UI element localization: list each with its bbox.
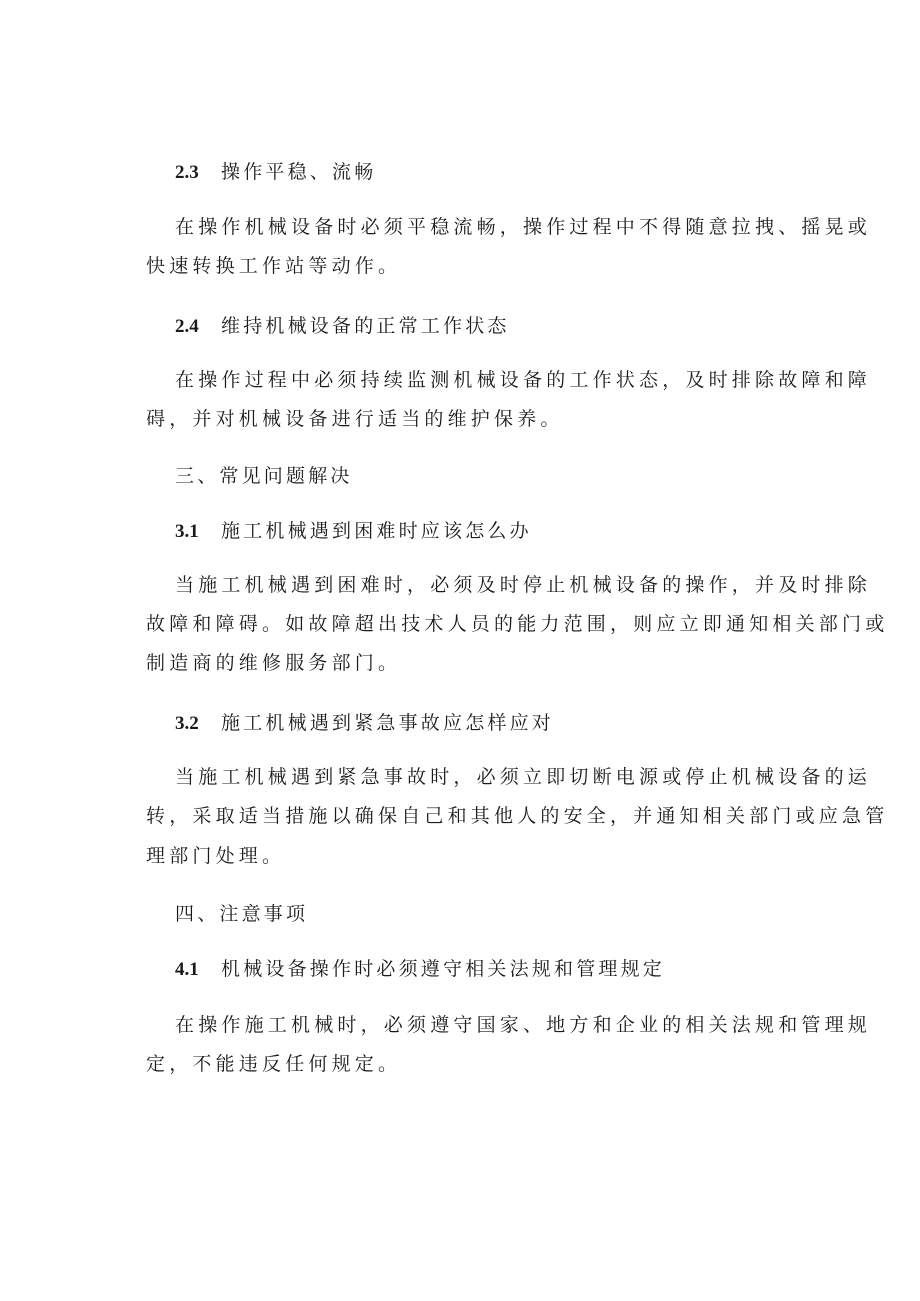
paragraph-line: 定，不能违反任何规定。: [146, 1053, 402, 1075]
subheading-2-4: [175, 313, 510, 340]
paragraph-line: 碍，并对机械设备进行适当的维护保养。: [146, 408, 564, 430]
heading-4: 四、注意事项: [175, 903, 309, 925]
section-number: 2.3: [175, 162, 199, 183]
paragraph-line: 故障和障碍。如故障超出技术人员的能力范围，则应立即通知相关部门或: [146, 613, 889, 635]
paragraph-line: 当施工机械遇到紧急事故时，必须立即切断电源或停止机械设备的运: [175, 766, 872, 788]
paragraph-line: 在操作机械设备时必须平稳流畅，操作过程中不得随意拉拽、摇晃或: [175, 216, 872, 238]
heading-3: 三、常见问题解决: [175, 465, 353, 487]
section-number: 2.4: [175, 316, 199, 337]
section-number: 4.1: [175, 959, 199, 980]
paragraph-line: 在操作过程中必须持续监测机械设备的工作状态，及时排除故障和障: [175, 369, 872, 391]
subheading-2-3: [175, 159, 376, 186]
section-title: 操作平稳、流畅: [221, 161, 377, 183]
subheading-3-1: [175, 518, 532, 545]
paragraph-line: 制造商的维修服务部门。: [146, 652, 402, 674]
paragraph-line: 转，采取适当措施以确保自己和其他人的安全，并通知相关部门或应急管: [146, 805, 889, 827]
section-title: 施工机械遇到困难时应该怎么办: [221, 520, 532, 542]
paragraph-line: 当施工机械遇到困难时，必须及时停止机械设备的操作，并及时排除: [175, 574, 872, 596]
section-title: 维持机械设备的正常工作状态: [221, 315, 510, 337]
subheading-3-2: [175, 710, 554, 737]
subheading-4-1: [175, 956, 665, 983]
section-number: 3.1: [175, 521, 199, 542]
section-title: 机械设备操作时必须遵守相关法规和管理规定: [221, 958, 666, 980]
section-number: 3.2: [175, 713, 199, 734]
paragraph-line: 快速转换工作站等动作。: [146, 255, 402, 277]
section-title: 施工机械遇到紧急事故应怎样应对: [221, 712, 555, 734]
paragraph-line: 理部门处理。: [146, 845, 286, 867]
paragraph-line: 在操作施工机械时，必须遵守国家、地方和企业的相关法规和管理规: [175, 1014, 872, 1036]
